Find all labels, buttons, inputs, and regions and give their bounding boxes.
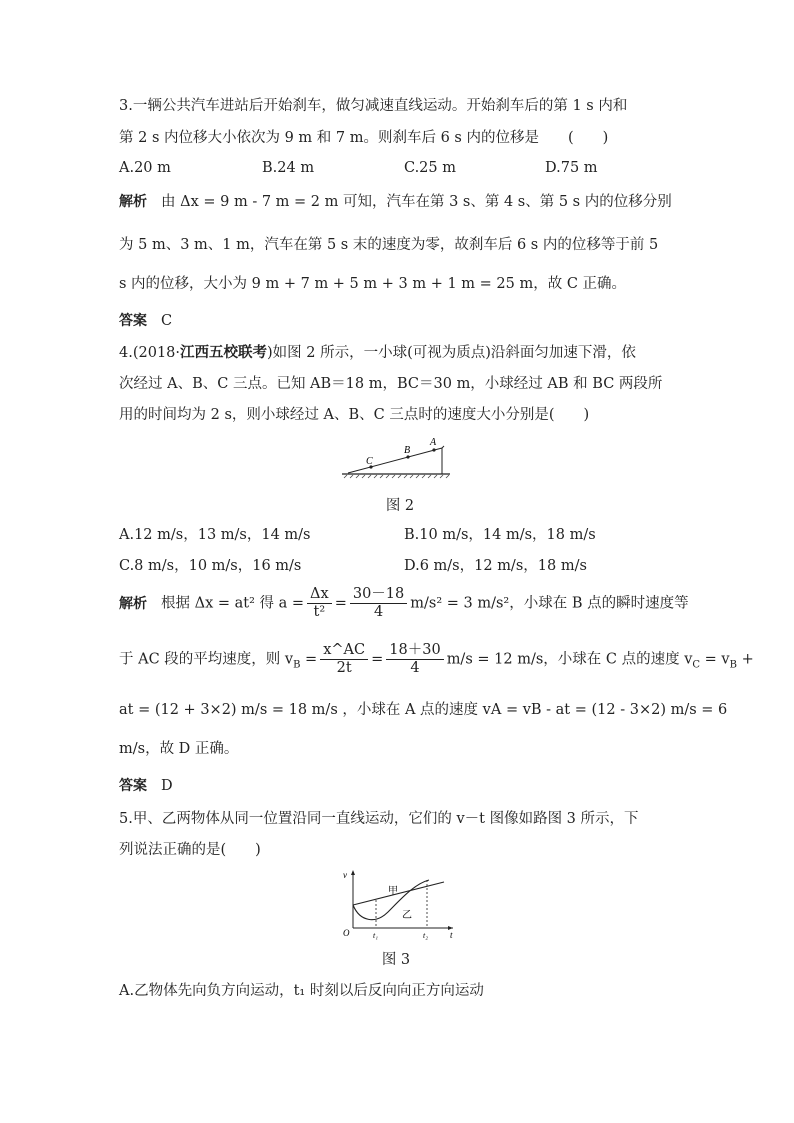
q3-stem-line1: 3.一辆公共汽车进站后开始刹车，做匀减速直线运动。开始刹车后的第 1 s 内和	[119, 98, 628, 114]
q3-option-b: B.24 m	[262, 160, 315, 176]
q4-analysis-label: 解析	[119, 595, 147, 612]
q3-option-a: A.20 m	[119, 160, 171, 176]
q4-option-a: A.12 m/s，13 m/s，14 m/s	[119, 527, 311, 543]
q4-analysis-line4: m/s，故 D 正确。	[119, 741, 239, 757]
q5-origin-label: O	[343, 928, 350, 938]
q5-axis-label-t: t	[450, 930, 453, 940]
q5-stem-line2: 列说法正确的是( )	[119, 842, 261, 858]
q4-incline-figure	[338, 434, 454, 482]
q4-figure-label-b: B	[404, 445, 411, 456]
q3-analysis-label: 解析	[119, 194, 147, 210]
q4-option-c: C.8 m/s，10 m/s，16 m/s	[119, 558, 302, 574]
q4-analysis-line3: at = (12 + 3×2) m/s = 18 m/s ，小球在 A 点的速度 vA = vB - at = (12 - 3×2) m/s = 6	[119, 702, 728, 718]
q4-stem-line1: 4.(2018·江西五校联考)如图 2 所示，一小球(可视为质点)沿斜面匀加速下滑，依	[119, 345, 636, 361]
q5-label-jia: 甲	[388, 886, 398, 897]
q4-figure-label-c: C	[366, 456, 373, 467]
q3-analysis-line3: s 内的位移，大小为 9 m + 7 m + 5 m + 3 m + 1 m = 25 m，故 C 正确。	[119, 276, 627, 292]
q4-analysis-line2: 于 AC 段的平均速度，则 $v_B$ = $\frac{x\^{}AC}{2t}$ = $\frac{18+30}{4}$ m/s = 12 m/s，小球在 C 点的速度 $v_C = v_B$ +	[119, 642, 754, 676]
q4-analysis-line1: 解析 根据 Δx = at² 得 a = $\frac{\Delta x}{\text{t²}}$ = $\frac{30-18}{4}$ m/s² = 3 m/s²，小球在 B 点的瞬时速度等	[119, 586, 689, 620]
q5-label-t2: t₂	[423, 931, 429, 940]
q3-analysis-line2: 为 5 m、3 m、1 m，汽车在第 5 s 末的速度为零，故刹车后 6 s 内的位移等于前 5	[119, 237, 659, 253]
q4-option-b: B.10 m/s，14 m/s，18 m/s	[404, 527, 596, 543]
q3-analysis-line1: 解析 由 Δx = 9 m - 7 m = 2 m 可知，汽车在第 3 s、第 4 s、第 5 s 内的位移分别	[119, 194, 672, 210]
q3-stem-line2: 第 2 s 内位移大小依次为 9 m 和 7 m。则刹车后 6 s 内的位移是 ( )	[119, 130, 609, 146]
q5-stem-line1: 5.甲、乙两物体从同一位置沿同一直线运动，它们的 v－t 图像如路图 3 所示，下	[119, 811, 639, 827]
q4-stem-line3: 用的时间均为 2 s，则小球经过 A、B、C 三点时的速度大小分别是( )	[119, 407, 590, 423]
q4-option-d: D.6 m/s，12 m/s，18 m/s	[404, 558, 587, 574]
q5-label-yi: 乙	[402, 910, 412, 921]
q4-answer-label: 答案	[119, 778, 147, 794]
q5-axis-label-v: v	[343, 870, 347, 880]
q4-fraction-30-18: $\frac{30-18}{4}$	[350, 586, 407, 621]
q5-vt-graph	[336, 866, 460, 942]
q4-figure-caption: 图 2	[385, 498, 415, 514]
q5-figure-caption: 图 3	[381, 952, 411, 968]
q5-option-a: A.乙物体先向负方向运动，t₁ 时刻以后反向向正方向运动	[119, 983, 484, 999]
q3-answer-label: 答案	[119, 313, 147, 329]
q4-figure-label-a: A	[430, 437, 437, 448]
q4-stem-line2: 次经过 A、B、C 三点。已知 AB＝18 m，BC＝30 m，小球经过 AB 和 BC 两段所	[119, 376, 663, 392]
q3-option-c: C.25 m	[404, 160, 456, 176]
q5-label-t1: t₁	[373, 931, 379, 940]
q4-source: 江西五校联考	[180, 345, 268, 361]
q3-answer: 答案 C	[119, 313, 173, 329]
q4-fraction-18-30: $\frac{18+30}{4}$	[386, 642, 443, 677]
q3-option-d: D.75 m	[545, 160, 598, 176]
q4-fraction-xac-2t: $\frac{x\^{}AC}{2t}$	[320, 642, 368, 677]
q4-answer: 答案 D	[119, 778, 173, 794]
q4-fraction-dx-t2: $\frac{\Delta x}{\text{t²}}$	[307, 586, 332, 621]
